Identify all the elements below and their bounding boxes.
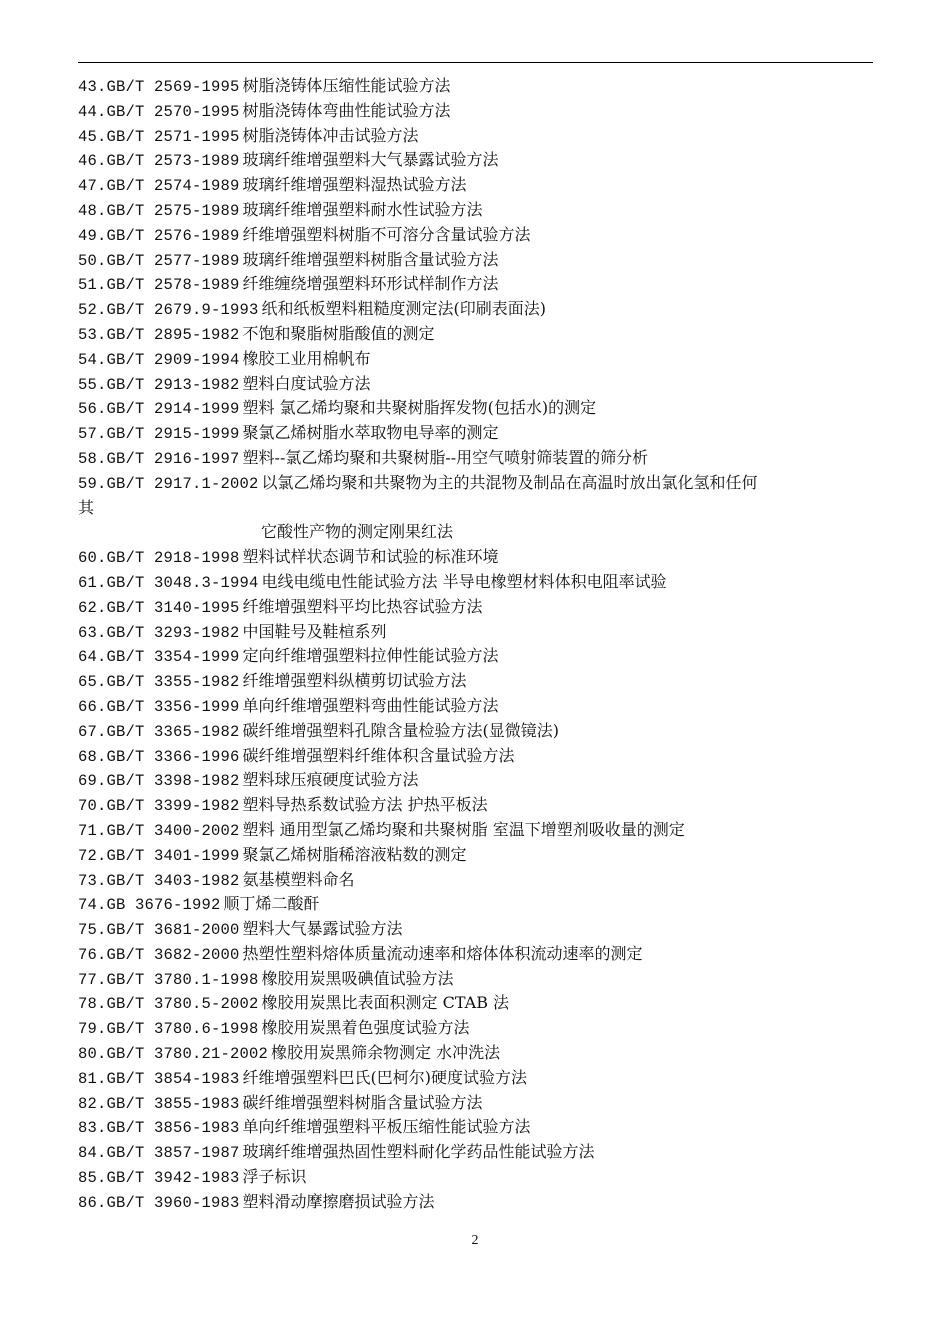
standard-title: 塑料 通用型氯乙烯均聚和共聚树脂 室温下增塑剂吸收量的测定	[242, 819, 685, 839]
standard-title: 它酸性产物的测定刚果红法	[261, 522, 454, 542]
standard-title: 玻璃纤维增强热固性塑料耐化学药品性能试验方法	[242, 1142, 595, 1162]
list-item	[78, 744, 878, 769]
standard-code: 45.GB/T 2571-1995	[78, 127, 240, 146]
list-item	[78, 421, 878, 446]
standard-title: 橡胶用炭黑吸碘值试验方法	[261, 968, 454, 988]
standard-title: 定向纤维增强塑料拉伸性能试验方法	[242, 646, 499, 666]
standard-code: 46.GB/T 2573-1989	[78, 152, 240, 171]
standard-code: 51.GB/T 2578-1989	[78, 276, 240, 295]
list-item	[78, 868, 878, 893]
standard-title: 纸和纸板塑料粗糙度测定法(印刷表面法)	[261, 299, 547, 319]
list-item	[78, 148, 878, 173]
standard-title: 纤维缠绕增强塑料环形试样制作方法	[242, 274, 499, 294]
standard-code: 44.GB/T 2570-1995	[78, 102, 240, 121]
list-item	[78, 322, 878, 347]
standard-title: 树脂浇铸体压缩性能试验方法	[242, 76, 451, 95]
list-item	[78, 1190, 878, 1215]
list-item	[78, 248, 878, 273]
standard-code: 77.GB/T 3780.1-1998	[78, 970, 259, 989]
list-item	[78, 694, 878, 719]
list-item	[78, 1140, 878, 1165]
standard-title: 浮子标识	[242, 1167, 307, 1187]
list-item	[78, 917, 878, 942]
list-item	[78, 74, 878, 99]
standard-title: 碳纤维增强塑料孔隙含量检验方法(显微镜法)	[242, 720, 560, 740]
list-item	[78, 372, 878, 397]
standard-title: 单向纤维增强塑料弯曲性能试验方法	[242, 695, 499, 715]
standard-title: 塑料白度试验方法	[242, 373, 371, 393]
list-item	[78, 1115, 878, 1140]
standard-code: 72.GB/T 3401-1999	[78, 846, 240, 865]
standard-code: 47.GB/T 2574-1989	[78, 177, 240, 196]
standard-code: 63.GB/T 3293-1982	[78, 623, 240, 642]
standard-code: 58.GB/T 2916-1997	[78, 449, 240, 468]
list-item	[78, 644, 878, 669]
standard-code: 48.GB/T 2575-1989	[78, 201, 240, 220]
standard-title: 塑料大气暴露试验方法	[242, 919, 403, 939]
list-item	[78, 1066, 878, 1091]
list-item	[78, 1165, 878, 1190]
standard-title: 塑料导热系数试验方法 护热平板法	[242, 795, 488, 815]
standard-code: 56.GB/T 2914-1999	[78, 400, 240, 419]
standard-title: 氨基模塑料命名	[242, 869, 355, 889]
standard-code: 50.GB/T 2577-1989	[78, 251, 240, 270]
list-item	[78, 1016, 878, 1041]
standard-code: 59.GB/T 2917.1-2002	[78, 474, 259, 493]
list-item	[78, 99, 878, 124]
standard-title: 橡胶用炭黑着色强度试验方法	[261, 1018, 470, 1038]
standard-code: 57.GB/T 2915-1999	[78, 425, 240, 444]
header-rule	[78, 62, 873, 63]
list-item	[78, 272, 878, 297]
standard-code: 60.GB/T 2918-1998	[78, 549, 240, 568]
standard-code: 80.GB/T 3780.21-2002	[78, 1045, 269, 1064]
list-item	[78, 793, 878, 818]
standard-title: 聚氯乙烯树脂水萃取物电导率的测定	[242, 423, 499, 443]
list-item	[78, 942, 878, 967]
list-item	[78, 347, 878, 372]
list-item	[78, 719, 878, 744]
list-item	[78, 396, 878, 421]
list-item	[78, 446, 878, 471]
standard-title: 纤维增强塑料巴氏(巴柯尔)硬度试验方法	[242, 1067, 528, 1087]
standard-title: 碳纤维增强塑料树脂含量试验方法	[242, 1092, 483, 1112]
list-item	[78, 843, 878, 868]
standard-title: 热塑性塑料熔体质量流动速率和熔体体积流动速率的测定	[242, 943, 643, 963]
standard-title: 碳纤维增强塑料纤维体积含量试验方法	[242, 745, 515, 765]
standard-title: 纤维增强塑料平均比热容试验方法	[242, 596, 483, 616]
standard-title: 单向纤维增强塑料平板压缩性能试验方法	[242, 1117, 531, 1137]
standard-title: 塑料试样状态调节和试验的标准环境	[242, 547, 499, 567]
standard-code: 74.GB 3676-1992	[78, 896, 221, 915]
standard-title: 电线电缆电性能试验方法 半导电橡塑材料体积电阻率试验	[261, 571, 667, 591]
list-item	[78, 818, 878, 843]
list-item	[78, 620, 878, 645]
list-item	[78, 1041, 878, 1066]
standard-code: 75.GB/T 3681-2000	[78, 921, 240, 940]
standard-title: 玻璃纤维增强塑料树脂含量试验方法	[242, 249, 499, 269]
list-item	[78, 545, 878, 570]
standard-code: 69.GB/T 3398-1982	[78, 772, 240, 791]
standard-title: 聚氯乙烯树脂稀溶液粘数的测定	[242, 844, 467, 864]
standard-title: 玻璃纤维增强塑料湿热试验方法	[242, 175, 467, 195]
standard-title: 中国鞋号及鞋楦系列	[242, 621, 387, 641]
standard-code: 86.GB/T 3960-1983	[78, 1193, 240, 1212]
list-item	[78, 471, 878, 496]
standard-code: 66.GB/T 3356-1999	[78, 697, 240, 716]
standard-code: 61.GB/T 3048.3-1994	[78, 573, 259, 592]
standard-code: 79.GB/T 3780.6-1998	[78, 1020, 259, 1039]
standard-title: 以氯乙烯均聚和共聚物为主的共混物及制品在高温时放出氯化氢和任何	[261, 472, 758, 492]
standard-title: 塑料滑动摩擦磨损试验方法	[242, 1191, 435, 1211]
standard-code: 70.GB/T 3399-1982	[78, 797, 240, 816]
standard-title: 其	[78, 497, 95, 517]
standard-code: 55.GB/T 2913-1982	[78, 375, 240, 394]
standard-title: 玻璃纤维增强塑料耐水性试验方法	[242, 199, 483, 219]
standard-code: 52.GB/T 2679.9-1993	[78, 301, 259, 320]
standard-code: 81.GB/T 3854-1983	[78, 1069, 240, 1088]
standard-code: 82.GB/T 3855-1983	[78, 1094, 240, 1113]
list-item	[78, 173, 878, 198]
standard-code: 76.GB/T 3682-2000	[78, 945, 240, 964]
standard-title: 顺丁烯二酸酐	[223, 894, 320, 914]
list-item	[78, 669, 878, 694]
standard-code: 68.GB/T 3366-1996	[78, 747, 240, 766]
list-item	[78, 892, 878, 917]
standard-title: 橡胶用炭黑筛余物测定 水冲洗法	[271, 1043, 501, 1063]
list-item	[78, 124, 878, 149]
standard-title: 树脂浇铸体冲击试验方法	[242, 125, 419, 145]
standard-title: 塑料球压痕硬度试验方法	[242, 770, 419, 790]
list-item	[78, 768, 878, 793]
list-item	[78, 496, 878, 521]
list-item	[78, 198, 878, 223]
list-item	[78, 520, 878, 545]
standard-code: 43.GB/T 2569-1995	[78, 78, 240, 96]
standard-code: 62.GB/T 3140-1995	[78, 598, 240, 617]
standard-title: 玻璃纤维增强塑料大气暴露试验方法	[242, 150, 499, 170]
standard-title: 塑料--氯乙烯均聚和共聚树脂--用空气喷射筛装置的筛分析	[242, 447, 649, 467]
standard-title: 橡胶用炭黑比表面积测定 CTAB 法	[261, 993, 510, 1013]
standard-code: 49.GB/T 2576-1989	[78, 226, 240, 245]
list-item	[78, 297, 878, 322]
standard-title: 不饱和聚脂树脂酸值的测定	[242, 323, 435, 343]
standard-code: 54.GB/T 2909-1994	[78, 350, 240, 369]
list-item	[78, 967, 878, 992]
standard-code: 78.GB/T 3780.5-2002	[78, 995, 259, 1014]
standard-title: 橡胶工业用棉帆布	[242, 348, 371, 368]
standard-code: 64.GB/T 3354-1999	[78, 648, 240, 667]
list-item	[78, 991, 878, 1016]
standard-title: 塑料 氯乙烯均聚和共聚树脂挥发物(包括水)的测定	[242, 398, 597, 418]
standard-code: 53.GB/T 2895-1982	[78, 325, 240, 344]
list-item	[78, 595, 878, 620]
standard-code: 84.GB/T 3857-1987	[78, 1144, 240, 1163]
standard-title: 纤维增强塑料纵横剪切试验方法	[242, 671, 467, 691]
standard-code: 65.GB/T 3355-1982	[78, 673, 240, 692]
list-item	[78, 223, 878, 248]
standard-code: 73.GB/T 3403-1982	[78, 871, 240, 890]
standards-list	[78, 74, 878, 1215]
list-item	[78, 1091, 878, 1116]
standard-code: 85.GB/T 3942-1983	[78, 1169, 240, 1188]
standard-code: 67.GB/T 3365-1982	[78, 722, 240, 741]
standard-title: 纤维增强塑料树脂不可溶分含量试验方法	[242, 224, 531, 244]
standard-title: 树脂浇铸体弯曲性能试验方法	[242, 100, 451, 120]
page-number: 2	[471, 1233, 479, 1248]
standard-code: 71.GB/T 3400-2002	[78, 821, 240, 840]
standard-code: 83.GB/T 3856-1983	[78, 1119, 240, 1138]
list-item	[78, 570, 878, 595]
